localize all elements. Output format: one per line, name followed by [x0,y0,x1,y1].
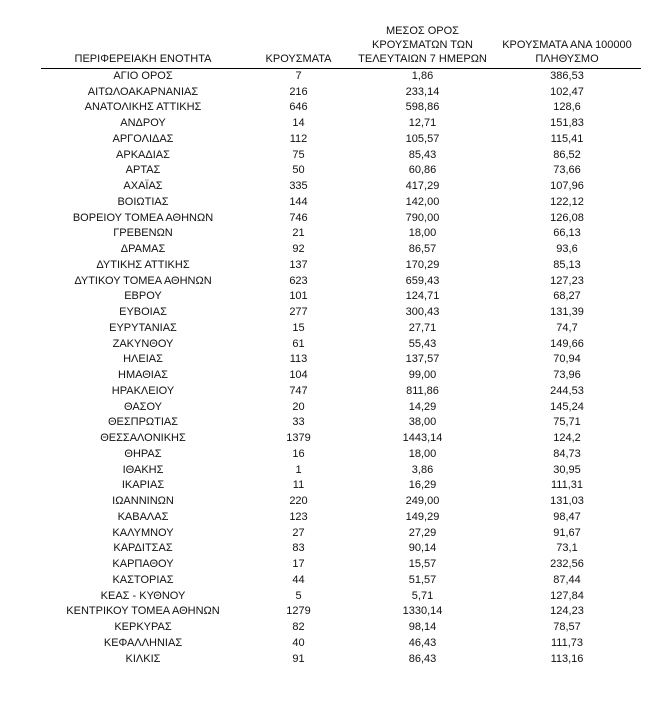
region-cell: ΑΝΑΤΟΛΙΚΗΣ ΑΤΤΙΚΗΣ [84,101,202,114]
cases-cell: 27 [292,526,305,539]
cases-cell: 61 [292,337,305,350]
per-100k-cell: 149,66 [550,337,584,350]
region-cell: ΗΡΑΚΛΕΙΟΥ [111,384,175,397]
per-100k-cell: 74,7 [556,321,578,334]
per-100k-cell: 91,67 [553,526,581,539]
region-cell: ΘΗΡΑΣ [124,447,162,460]
per-100k-cell: 78,57 [553,621,581,634]
table-row [41,305,641,321]
table-row [41,195,641,211]
region-cell: ΚΑΛΥΜΝΟΥ [112,526,174,539]
region-cell: ΘΑΣΟΥ [123,400,163,413]
per-100k-cell: 131,03 [550,495,584,508]
per-100k-cell: 107,96 [550,180,584,193]
cases-cell: 44 [292,573,305,586]
region-cell: ΒΟΙΩΤΙΑΣ [117,195,169,208]
cases-cell: 50 [292,164,305,177]
header-avg-line1: ΜΕΣΟΣ ΟΡΟΣ [386,24,459,37]
header-cases-label: ΚΡΟΥΣΜΑΤΑ [265,52,332,65]
avg-7day-cell: 137,57 [405,353,440,366]
per-100k-cell: 73,96 [553,369,581,382]
per-100k-cell: 128,6 [553,101,581,114]
cases-cell: 335 [289,180,308,193]
region-cell: ΓΡΕΒΕΝΩΝ [113,227,173,240]
table-row [41,368,641,384]
table-row [41,510,641,526]
per-100k-cell: 73,1 [556,542,578,555]
table-row [41,494,641,510]
avg-7day-cell: 14,29 [408,400,437,413]
table-row [41,478,641,494]
region-cell: ΚΑΒΑΛΑΣ [117,510,169,523]
region-cell: ΗΛΕΙΑΣ [123,353,163,366]
region-cell: ΚΕΝΤΡΙΚΟΥ ΤΟΜΕΑ ΑΘΗΝΩΝ [66,605,220,618]
table-row [41,352,641,368]
cases-cell: 20 [292,400,305,413]
per-100k-cell: 102,47 [550,85,584,98]
per-100k-cell: 145,24 [550,400,584,413]
avg-7day-cell: 18,00 [408,447,437,460]
region-cell: ΘΕΣΠΡΩΤΙΑΣ [107,416,179,429]
region-cell: ΑΡΓΟΛΙΔΑΣ [112,132,174,145]
cases-cell: 216 [289,85,308,98]
cases-cell: 83 [292,542,305,555]
table-row [41,415,641,431]
region-cell: ΚΑΣΤΟΡΙΑΣ [112,573,174,586]
region-cell: ΖΑΚΥΝΘΟΥ [112,337,174,350]
avg-7day-cell: 124,71 [405,290,440,303]
header-per100k-line2: ΠΛΗΘΥΣΜΟ [535,52,599,65]
avg-7day-cell: 99,00 [408,369,437,382]
cases-cell: 112 [289,132,308,145]
per-100k-cell: 98,47 [553,510,581,523]
regional-cases-table [41,18,641,667]
avg-7day-cell: 15,57 [408,558,437,571]
region-cell: ΑΡΚΑΔΙΑΣ [116,148,170,161]
table-row [41,84,641,100]
avg-7day-cell: 55,43 [408,337,437,350]
avg-7day-cell: 98,14 [408,621,437,634]
table-row [41,541,641,557]
per-100k-cell: 386,53 [550,69,584,82]
cases-cell: 82 [292,621,305,634]
region-cell: ΙΚΑΡΙΑΣ [121,479,165,492]
table-row [41,132,641,148]
cases-cell: 1279 [286,605,311,618]
table-row [41,226,641,242]
region-cell: ΙΩΑΝΝΙΝΩΝ [112,495,174,508]
table-row [41,620,641,636]
region-cell: ΕΥΡΥΤΑΝΙΑΣ [109,321,177,334]
region-cell: ΔΥΤΙΚΟΥ ΤΟΜΕΑ ΑΘΗΝΩΝ [74,274,212,287]
avg-7day-cell: 1,86 [411,69,434,82]
avg-7day-cell: 90,14 [408,542,437,555]
cases-cell: 11 [292,479,305,492]
per-100k-cell: 127,23 [550,274,584,287]
table-row [41,179,641,195]
avg-7day-cell: 85,43 [408,148,437,161]
per-100k-cell: 151,83 [550,117,584,130]
region-cell: ΗΜΑΘΙΑΣ [118,369,168,382]
cases-cell: 220 [289,495,308,508]
avg-7day-cell: 18,00 [408,227,437,240]
table-row [41,557,641,573]
cases-cell: 21 [292,227,305,240]
table-row [41,163,641,179]
region-cell: ΚΙΛΚΙΣ [125,652,161,665]
table-row [41,431,641,447]
table-row [41,447,641,463]
header-region [41,18,245,68]
avg-7day-cell: 790,00 [405,211,440,224]
table-body [41,68,641,667]
table-row [41,336,641,352]
header-region-label: ΠΕΡΙΦΕΡΕΙΑΚΗ ΕΝΟΤΗΤΑ [74,52,212,65]
cases-cell: 101 [289,290,308,303]
table-row [41,604,641,620]
header-per100k-line1: ΚΡΟΥΣΜΑΤΑ ΑΝΑ 100000 [502,38,632,51]
avg-7day-cell: 12,71 [408,117,437,130]
avg-7day-cell: 417,29 [405,180,440,193]
cases-cell: 33 [292,416,305,429]
cases-cell: 91 [292,652,305,665]
cases-cell: 747 [289,384,308,397]
region-cell: ΚΕΦΑΛΛΗΝΙΑΣ [103,636,183,649]
avg-7day-cell: 300,43 [405,306,440,319]
table-row [41,258,641,274]
cases-cell: 5 [295,589,302,602]
region-cell: ΘΕΣΣΑΛΟΝΙΚΗΣ [100,432,186,445]
header-row [41,18,641,68]
avg-7day-cell: 86,43 [408,652,437,665]
per-100k-cell: 124,23 [550,605,584,618]
per-100k-cell: 111,73 [550,636,583,649]
cases-cell: 16 [292,447,305,460]
table-row [41,573,641,589]
region-cell: ΕΥΒΟΙΑΣ [119,306,167,319]
table-row [41,525,641,541]
cases-cell: 17 [292,558,305,571]
region-cell: ΑΝΔΡΟΥ [120,117,166,130]
per-100k-cell: 244,53 [550,384,584,397]
table-row [41,321,641,337]
cases-cell: 104 [289,369,308,382]
header-7day-average [352,18,493,68]
per-100k-cell: 73,66 [553,164,581,177]
cases-cell: 277 [289,306,308,319]
avg-7day-cell: 149,29 [405,510,440,523]
region-cell: ΕΒΡΟΥ [124,290,162,303]
avg-7day-cell: 1330,14 [402,605,443,618]
avg-7day-cell: 38,00 [408,416,437,429]
region-cell: ΒΟΡΕΙΟΥ ΤΟΜΕΑ ΑΘΗΝΩΝ [72,211,214,224]
table-row [41,636,641,652]
per-100k-cell: 87,44 [553,573,581,586]
cases-cell: 14 [292,117,305,130]
header-cases [245,18,352,68]
per-100k-cell: 85,13 [553,258,581,271]
per-100k-cell: 131,39 [550,306,584,319]
per-100k-cell: 122,12 [550,195,584,208]
per-100k-cell: 68,27 [553,290,581,303]
table-row [41,462,641,478]
header-avg-line2: ΚΡΟΥΣΜΑΤΩΝ ΤΩΝ [372,38,473,51]
table-row [41,651,641,667]
per-100k-cell: 86,52 [553,148,581,161]
table-row [41,116,641,132]
per-100k-cell: 127,84 [550,589,584,602]
cases-cell: 623 [289,274,308,287]
avg-7day-cell: 27,71 [408,321,437,334]
table-row [41,399,641,415]
avg-7day-cell: 86,57 [408,243,437,256]
avg-7day-cell: 27,29 [408,526,437,539]
table-header [41,18,641,68]
cases-cell: 137 [289,258,308,271]
cases-cell: 1 [295,463,302,476]
avg-7day-cell: 659,43 [405,274,440,287]
region-cell: ΑΡΤΑΣ [125,164,161,177]
header-avg-line3: ΤΕΛΕΥΤΑΙΩΝ 7 ΗΜΕΡΩΝ [358,52,487,65]
table-row [41,242,641,258]
avg-7day-cell: 233,14 [405,85,440,98]
table-row [41,273,641,289]
region-cell: ΔΡΑΜΑΣ [120,243,166,256]
avg-7day-cell: 105,57 [405,132,440,145]
region-cell: ΑΧΑΪΑΣ [123,180,163,193]
cases-cell: 92 [292,243,305,256]
cases-cell: 646 [289,101,308,114]
table-row [41,147,641,163]
table-row [41,588,641,604]
per-100k-cell: 84,73 [553,447,581,460]
avg-7day-cell: 3,86 [411,463,434,476]
avg-7day-cell: 51,57 [408,573,437,586]
region-cell: ΙΘΑΚΗΣ [122,463,164,476]
per-100k-cell: 93,6 [556,243,578,256]
avg-7day-cell: 811,86 [406,384,439,397]
cases-cell: 746 [289,211,308,224]
table-row [41,289,641,305]
avg-7day-cell: 170,29 [405,258,440,271]
region-cell: ΔΥΤΙΚΗΣ ΑΤΤΙΚΗΣ [96,258,190,271]
per-100k-cell: 113,16 [550,652,584,665]
cases-cell: 113 [289,353,308,366]
per-100k-cell: 111,31 [550,479,583,492]
avg-7day-cell: 1443,14 [402,432,443,445]
region-cell: ΑΙΤΩΛΟΑΚΑΡΝΑΝΙΑΣ [87,85,199,98]
region-cell: ΚΑΡΠΑΘΟΥ [112,558,174,571]
avg-7day-cell: 60,86 [408,164,437,177]
avg-7day-cell: 16,29 [408,479,437,492]
avg-7day-cell: 5,71 [411,589,434,602]
table-row [41,210,641,226]
per-100k-cell: 126,08 [550,211,584,224]
region-cell: ΚΕΑΣ - ΚΥΘΝΟΥ [100,589,186,602]
per-100k-cell: 115,41 [550,132,584,145]
per-100k-cell: 70,94 [553,353,581,366]
region-cell: ΚΑΡΔΙΤΣΑΣ [113,542,173,555]
avg-7day-cell: 598,86 [405,101,440,114]
per-100k-cell: 124,2 [553,432,581,445]
region-cell: ΑΓΙΟ ΟΡΟΣ [113,69,173,82]
cases-cell: 1379 [286,432,311,445]
region-cell: ΚΕΡΚΥΡΑΣ [114,621,172,634]
avg-7day-cell: 142,00 [405,195,440,208]
table-row [41,384,641,400]
table-row [41,100,641,116]
avg-7day-cell: 249,00 [405,495,440,508]
per-100k-cell: 75,71 [553,416,581,429]
table-row [41,68,641,84]
per-100k-cell: 232,56 [550,558,584,571]
cases-cell: 15 [292,321,305,334]
cases-cell: 144 [289,195,308,208]
cases-cell: 75 [292,148,305,161]
cases-cell: 40 [292,636,305,649]
header-cases-per-100k [493,18,641,68]
cases-cell: 7 [295,69,302,82]
avg-7day-cell: 46,43 [408,636,437,649]
cases-cell: 123 [289,510,308,523]
per-100k-cell: 30,95 [553,463,581,476]
per-100k-cell: 66,13 [553,227,581,240]
